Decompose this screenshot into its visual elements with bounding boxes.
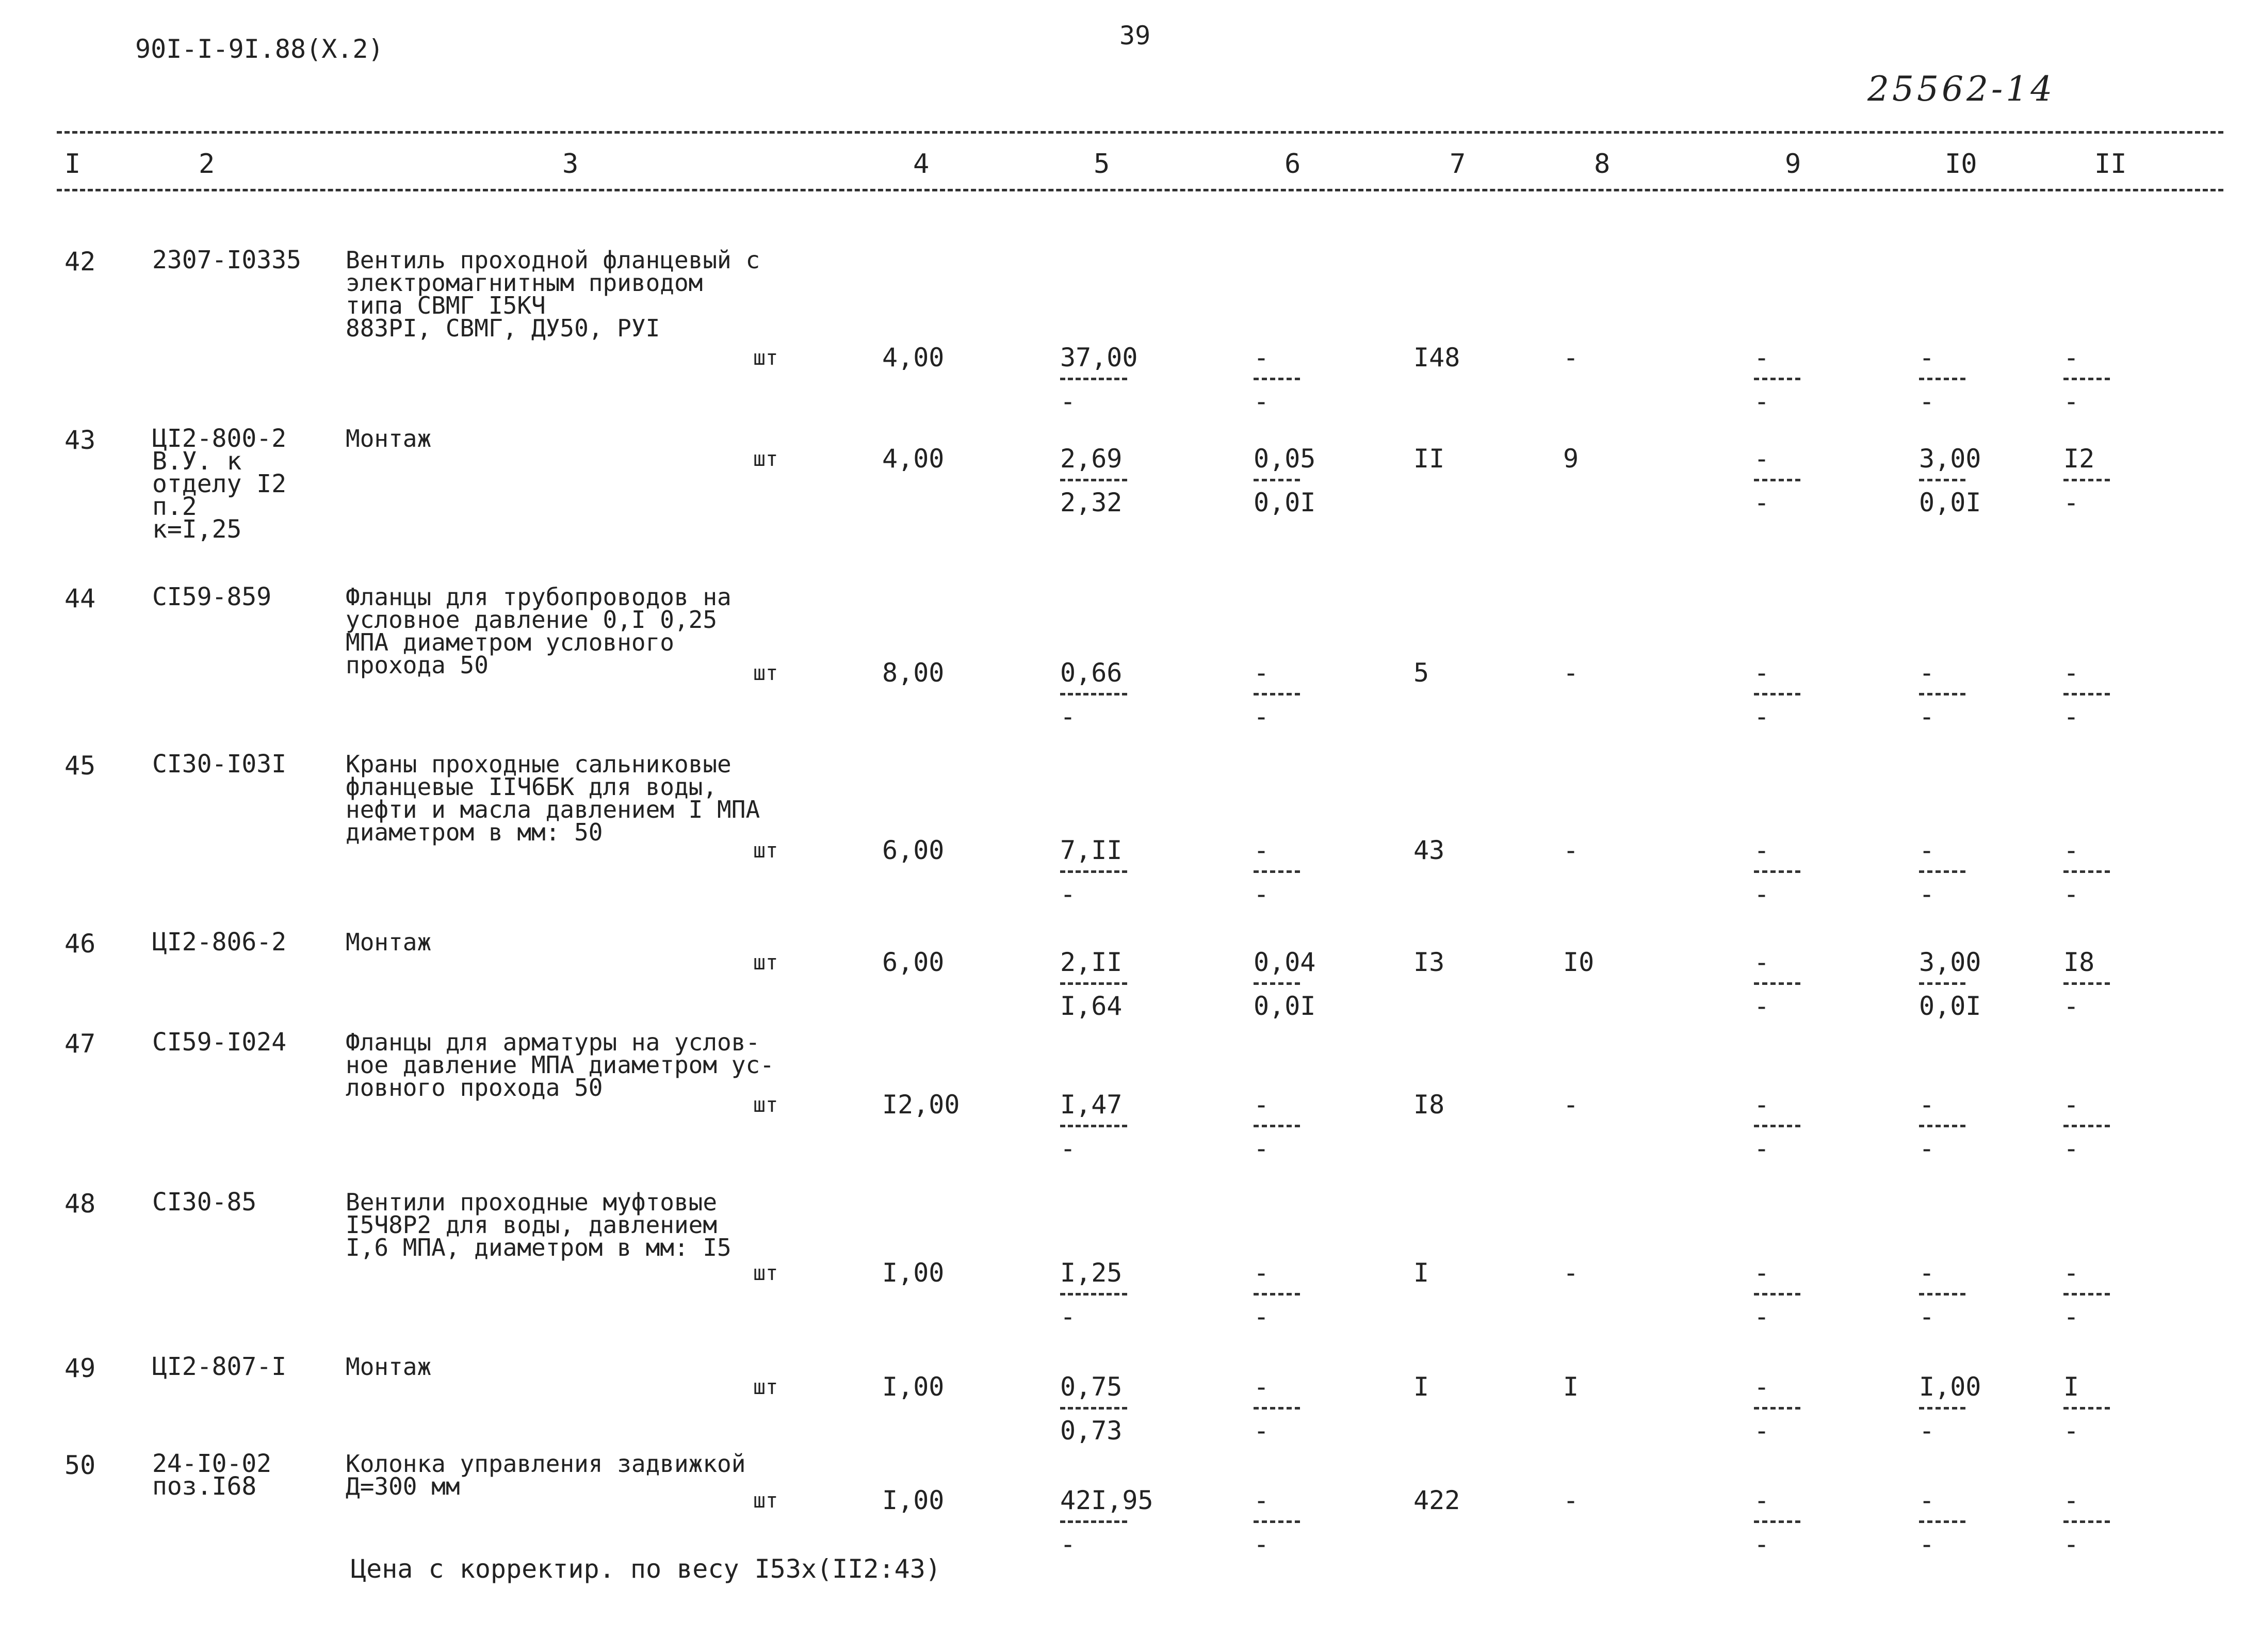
col5-value — [1060, 1487, 1205, 1557]
col6-value — [1254, 1374, 1398, 1444]
unit-of-measure: шт — [753, 1489, 778, 1513]
col9-value-divider — [1754, 1520, 1800, 1523]
col11-value-bottom: - — [2063, 1529, 2079, 1559]
col5-value-top: 2,69 — [1060, 444, 1123, 474]
col8-value: I — [1563, 1372, 1579, 1402]
col6-value-divider — [1254, 378, 1300, 380]
col5-value-divider — [1060, 378, 1127, 380]
unit-of-measure: шт — [753, 661, 778, 685]
col10-value — [1919, 1092, 2063, 1161]
col6-value-bottom: - — [1254, 702, 1270, 732]
col9-value-divider — [1754, 1125, 1800, 1127]
col10-value — [1919, 1487, 2063, 1557]
col11-value-top: - — [2063, 658, 2079, 688]
col6-value — [1254, 949, 1398, 1019]
col7-value: I8 — [1413, 1090, 1445, 1120]
col10-value — [1919, 837, 2063, 907]
col9-value-top: - — [1754, 947, 1770, 977]
col8-value: - — [1563, 1485, 1579, 1515]
col11-value-divider — [2063, 479, 2110, 481]
col9-value-bottom: - — [1754, 1302, 1770, 1332]
norm-code: ЦI2-800-2 В.У. к отделу I2 п.2 к=I,25 — [152, 424, 287, 544]
col9-value-bottom: - — [1754, 702, 1770, 732]
item-description: Монтаж — [346, 425, 432, 452]
norm-code: ЦI2-807-I — [152, 1352, 287, 1381]
col11-value-top: I — [2063, 1372, 2079, 1402]
col5-value-top: 7,II — [1060, 835, 1123, 865]
row-number: 45 — [64, 751, 96, 781]
col11-value-bottom: - — [2063, 386, 2079, 416]
col5-value — [1060, 1092, 1205, 1161]
col9-value-divider — [1754, 982, 1800, 985]
col5-value-top: 0,75 — [1060, 1372, 1123, 1402]
quantity: I2,00 — [882, 1090, 960, 1120]
col11-value-divider — [2063, 1125, 2110, 1127]
col5-value-top: I,47 — [1060, 1090, 1123, 1120]
col10-value-bottom: - — [1919, 879, 1935, 909]
col7-value: I3 — [1413, 947, 1445, 977]
col5-value — [1060, 1260, 1205, 1330]
col5-value-divider — [1060, 1407, 1127, 1410]
col5-value — [1060, 660, 1205, 730]
norm-code: 24-I0-02 поз.I68 — [152, 1449, 272, 1501]
col8-value: - — [1563, 1258, 1579, 1288]
col11-value-bottom: - — [2063, 1133, 2079, 1163]
col11-value — [2063, 1487, 2208, 1557]
col9-value-bottom: - — [1754, 488, 1770, 517]
page-number: 39 — [1119, 21, 1151, 51]
unit-of-measure: шт — [753, 346, 778, 370]
col5-value — [1060, 837, 1205, 907]
col11-value-divider — [2063, 982, 2110, 985]
col5-value-bottom: - — [1060, 1529, 1076, 1559]
col11-value — [2063, 345, 2208, 414]
col11-value-divider — [2063, 1293, 2110, 1295]
col5-value-top: 37,00 — [1060, 343, 1138, 372]
col11-value-divider — [2063, 378, 2110, 380]
row-number: 46 — [64, 929, 96, 959]
col5-value-top: 0,66 — [1060, 658, 1123, 688]
col11-value-top: I2 — [2063, 444, 2095, 474]
row-number: 48 — [64, 1189, 96, 1219]
column-header-3: 3 — [562, 149, 579, 180]
col9-value-bottom: - — [1754, 1529, 1770, 1559]
col9-value-divider — [1754, 1407, 1800, 1410]
col10-value-top: - — [1919, 1258, 1935, 1288]
col6-value-bottom: - — [1254, 1302, 1270, 1332]
quantity: I,00 — [882, 1485, 945, 1515]
column-header-4: 4 — [913, 149, 930, 180]
col10-value — [1919, 446, 2063, 515]
col10-value-divider — [1919, 378, 1965, 380]
col5-value — [1060, 446, 1205, 515]
col9-value-bottom: - — [1754, 386, 1770, 416]
col11-value-top: I8 — [2063, 947, 2095, 977]
col10-value-top: - — [1919, 835, 1935, 865]
col9-value — [1754, 949, 1898, 1019]
column-header-11: II — [2094, 149, 2127, 180]
col10-value-top: - — [1919, 343, 1935, 372]
norm-code: ЦI2-806-2 — [152, 928, 287, 957]
col6-value-divider — [1254, 693, 1300, 695]
col6-value — [1254, 1260, 1398, 1330]
column-header-1: I — [64, 149, 81, 180]
col5-value — [1060, 345, 1205, 414]
col5-value-divider — [1060, 1125, 1127, 1127]
col9-value-top: - — [1754, 1372, 1770, 1402]
col6-value — [1254, 837, 1398, 907]
col9-value — [1754, 837, 1898, 907]
col9-value-top: - — [1754, 658, 1770, 688]
col7-value: I — [1413, 1258, 1429, 1288]
col10-value-bottom: - — [1919, 702, 1935, 732]
col7-value: I48 — [1413, 343, 1460, 372]
col5-value-bottom: - — [1060, 1302, 1076, 1332]
unit-of-measure: шт — [753, 1093, 778, 1117]
col6-value-divider — [1254, 870, 1300, 873]
col10-value-top: 3,00 — [1919, 947, 1981, 977]
col5-value — [1060, 949, 1205, 1019]
col11-value-top: - — [2063, 343, 2079, 372]
col9-value-bottom: - — [1754, 1133, 1770, 1163]
column-header-10: I0 — [1945, 149, 1977, 180]
price-correction-note: Цена с корректир. по весу I53х(II2:43) — [351, 1554, 941, 1584]
col6-value — [1254, 660, 1398, 730]
col11-value-top: - — [2063, 835, 2079, 865]
col10-value-divider — [1919, 1407, 1965, 1410]
col11-value — [2063, 1374, 2208, 1444]
col10-value-bottom: - — [1919, 1529, 1935, 1559]
column-header-5: 5 — [1094, 149, 1110, 180]
col11-value-divider — [2063, 1407, 2110, 1410]
col11-value-top: - — [2063, 1258, 2079, 1288]
col10-value — [1919, 949, 2063, 1019]
col9-value-divider — [1754, 693, 1800, 695]
col11-value-bottom: - — [2063, 991, 2079, 1021]
col10-value-top: - — [1919, 1485, 1935, 1515]
col11-value — [2063, 446, 2208, 515]
item-description: Монтаж — [346, 1353, 432, 1381]
row-number: 49 — [64, 1353, 96, 1383]
item-description: Монтаж — [346, 928, 432, 956]
col5-value-divider — [1060, 479, 1127, 481]
col10-value-bottom: - — [1919, 1133, 1935, 1163]
col10-value-bottom: - — [1919, 386, 1935, 416]
col9-value — [1754, 446, 1898, 515]
col9-value — [1754, 1487, 1898, 1557]
col10-value-top: - — [1919, 1090, 1935, 1120]
col9-value — [1754, 1260, 1898, 1330]
header-bottom-rule — [57, 189, 2223, 191]
col6-value-top: - — [1254, 1485, 1270, 1515]
item-description: Вентили проходные муфтовые I5Ч8Р2 для воды, давлением I,6 МПА, диаметром в мм: I5 — [346, 1188, 731, 1261]
col10-value-bottom: - — [1919, 1302, 1935, 1332]
col9-value-divider — [1754, 479, 1800, 481]
col6-value-bottom: - — [1254, 879, 1270, 909]
col11-value-top: - — [2063, 1485, 2079, 1515]
quantity: I,00 — [882, 1372, 945, 1402]
col11-value — [2063, 660, 2208, 730]
column-header-9: 9 — [1785, 149, 1801, 180]
col10-value — [1919, 1260, 2063, 1330]
col6-value-bottom: 0,0I — [1254, 991, 1316, 1021]
col10-value-divider — [1919, 1293, 1965, 1295]
col6-value-divider — [1254, 1520, 1300, 1523]
col5-value-bottom: - — [1060, 1133, 1076, 1163]
col6-value-bottom: - — [1254, 1133, 1270, 1163]
col10-value-divider — [1919, 982, 1965, 985]
col5-value-bottom: 2,32 — [1060, 488, 1123, 517]
col11-value-divider — [2063, 693, 2110, 695]
col11-value — [2063, 1260, 2208, 1330]
col10-value — [1919, 660, 2063, 730]
col11-value-divider — [2063, 870, 2110, 873]
col7-value: I — [1413, 1372, 1429, 1402]
unit-of-measure: шт — [753, 951, 778, 975]
item-description: Краны проходные сальниковые фланцевые IIЧ6БК для воды, нефти и масла давлением I МПА диаметром в мм: 50 — [346, 750, 760, 846]
row-number: 43 — [64, 425, 96, 455]
col5-value-bottom: 0,73 — [1060, 1416, 1123, 1446]
col5-value-bottom: - — [1060, 879, 1076, 909]
col10-value-divider — [1919, 870, 1965, 873]
col5-value-divider — [1060, 693, 1127, 695]
col9-value-top: - — [1754, 444, 1770, 474]
quantity: 6,00 — [882, 835, 945, 865]
col9-value — [1754, 345, 1898, 414]
col8-value: - — [1563, 1090, 1579, 1120]
col10-value-bottom: - — [1919, 1416, 1935, 1446]
col6-value-bottom: - — [1254, 1529, 1270, 1559]
col6-value-top: - — [1254, 1258, 1270, 1288]
col10-value — [1919, 345, 2063, 414]
col6-value — [1254, 1487, 1398, 1557]
col6-value — [1254, 446, 1398, 515]
col10-value-divider — [1919, 1125, 1965, 1127]
col11-value-bottom: - — [2063, 488, 2079, 517]
col8-value: - — [1563, 343, 1579, 372]
col6-value-top: - — [1254, 343, 1270, 372]
col9-value-divider — [1754, 378, 1800, 380]
col6-value-top: - — [1254, 1372, 1270, 1402]
col6-value-bottom: 0,0I — [1254, 488, 1316, 517]
col11-value-top: - — [2063, 1090, 2079, 1120]
col10-value-divider — [1919, 479, 1965, 481]
col10-value-top: - — [1919, 658, 1935, 688]
col7-value: II — [1413, 444, 1445, 474]
col9-value-bottom: - — [1754, 879, 1770, 909]
col5-value-top: 42I,95 — [1060, 1485, 1153, 1515]
col5-value-top: 2,II — [1060, 947, 1123, 977]
row-number: 42 — [64, 247, 96, 277]
col8-value: 9 — [1563, 444, 1579, 474]
col6-value — [1254, 1092, 1398, 1161]
col10-value-bottom: 0,0I — [1919, 488, 1981, 517]
col7-value: 5 — [1413, 658, 1429, 688]
col5-value-divider — [1060, 1293, 1127, 1295]
col5-value-bottom: I,64 — [1060, 991, 1123, 1021]
column-header-7: 7 — [1450, 149, 1466, 180]
handwritten-reference: 25562-14 — [1867, 69, 2056, 109]
col11-value-bottom: - — [2063, 1416, 2079, 1446]
col10-value-bottom: 0,0I — [1919, 991, 1981, 1021]
col6-value-divider — [1254, 1293, 1300, 1295]
column-header-6: 6 — [1285, 149, 1301, 180]
col6-value-divider — [1254, 982, 1300, 985]
col8-value: - — [1563, 658, 1579, 688]
item-description: Колонка управления задвижкой Д=300 мм — [346, 1450, 746, 1500]
item-description: Фланцы для трубопроводов на условное давление 0,I 0,25 МПА диаметром условного прохода 50 — [346, 583, 731, 679]
col11-value-bottom: - — [2063, 702, 2079, 732]
col6-value-top: 0,04 — [1254, 947, 1316, 977]
quantity: 6,00 — [882, 947, 945, 977]
col6-value-divider — [1254, 479, 1300, 481]
col9-value-top: - — [1754, 1485, 1770, 1515]
col6-value-bottom: - — [1254, 386, 1270, 416]
norm-code: CI59-859 — [152, 582, 272, 611]
col5-value-top: I,25 — [1060, 1258, 1123, 1288]
col7-value: 43 — [1413, 835, 1445, 865]
col6-value — [1254, 345, 1398, 414]
quantity: 4,00 — [882, 343, 945, 372]
col6-value-top: 0,05 — [1254, 444, 1316, 474]
col9-value-top: - — [1754, 1090, 1770, 1120]
unit-of-measure: шт — [753, 447, 778, 471]
col10-value-divider — [1919, 693, 1965, 695]
header-top-rule — [57, 131, 2223, 134]
item-description: Вентиль проходной фланцевый с электромагнитным приводом типа СВМГ I5КЧ 883РI, СВМГ, ДУ50, РУI — [346, 246, 760, 342]
col10-value-top: 3,00 — [1919, 444, 1981, 474]
col11-value-bottom: - — [2063, 879, 2079, 909]
norm-code: CI59-I024 — [152, 1028, 287, 1057]
col11-value — [2063, 949, 2208, 1019]
col5-value-bottom: - — [1060, 702, 1076, 732]
col9-value-top: - — [1754, 1258, 1770, 1288]
row-number: 50 — [64, 1450, 96, 1480]
document-code: 90I-I-9I.88(X.2) — [135, 34, 384, 64]
unit-of-measure: шт — [753, 1375, 778, 1399]
quantity: I,00 — [882, 1258, 945, 1288]
col9-value — [1754, 660, 1898, 730]
quantity: 8,00 — [882, 658, 945, 688]
col6-value-top: - — [1254, 835, 1270, 865]
col5-value — [1060, 1374, 1205, 1444]
col5-value-divider — [1060, 982, 1127, 985]
col6-value-top: - — [1254, 1090, 1270, 1120]
col7-value: 422 — [1413, 1485, 1460, 1515]
norm-code: CI30-I03I — [152, 750, 287, 779]
col6-value-divider — [1254, 1125, 1300, 1127]
col8-value: - — [1563, 835, 1579, 865]
unit-of-measure: шт — [753, 839, 778, 863]
col11-value — [2063, 837, 2208, 907]
row-number: 44 — [64, 584, 96, 613]
column-header-2: 2 — [199, 149, 215, 180]
col9-value-top: - — [1754, 343, 1770, 372]
column-header-8: 8 — [1594, 149, 1611, 180]
col10-value-top: I,00 — [1919, 1372, 1981, 1402]
col9-value-bottom: - — [1754, 1416, 1770, 1446]
col10-value — [1919, 1374, 2063, 1444]
unit-of-measure: шт — [753, 1261, 778, 1285]
col9-value — [1754, 1092, 1898, 1161]
row-number: 47 — [64, 1029, 96, 1059]
item-description: Фланцы для арматуры на услов- ное давление МПА диаметром ус- ловного прохода 50 — [346, 1028, 774, 1102]
norm-code: 2307-I0335 — [152, 246, 301, 274]
col5-value-divider — [1060, 1520, 1127, 1523]
quantity: 4,00 — [882, 444, 945, 474]
col6-value-top: - — [1254, 658, 1270, 688]
col5-value-divider — [1060, 870, 1127, 873]
col11-value — [2063, 1092, 2208, 1161]
norm-code: CI30-85 — [152, 1188, 257, 1217]
col8-value: I0 — [1563, 947, 1595, 977]
col5-value-bottom: - — [1060, 386, 1076, 416]
col6-value-bottom: - — [1254, 1416, 1270, 1446]
col11-value-bottom: - — [2063, 1302, 2079, 1332]
col9-value — [1754, 1374, 1898, 1444]
col11-value-divider — [2063, 1520, 2110, 1523]
col9-value-top: - — [1754, 835, 1770, 865]
col6-value-divider — [1254, 1407, 1300, 1410]
col9-value-divider — [1754, 870, 1800, 873]
col10-value-divider — [1919, 1520, 1965, 1523]
col9-value-bottom: - — [1754, 991, 1770, 1021]
col9-value-divider — [1754, 1293, 1800, 1295]
